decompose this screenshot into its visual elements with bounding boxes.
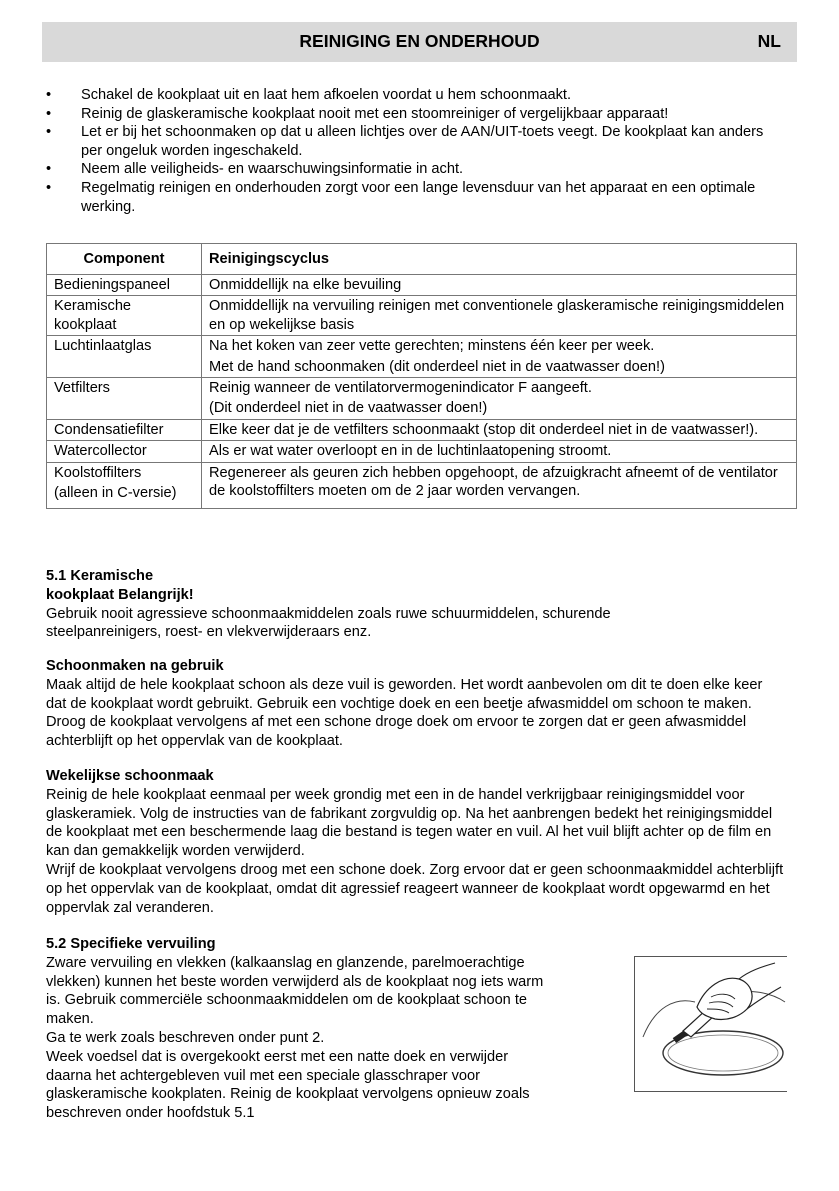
- cycle-cell: Regenereer als geuren zich hebben opgehoopt, de afzuigkracht afneemt of de ventilator de koolstoffilters moeten om de 2 jaar worden vervangen.: [202, 462, 797, 509]
- safety-bullet-list: [46, 86, 781, 216]
- section-text: Gebruik nooit agressieve schoonmaakmiddelen zoals ruwe schuurmiddelen, schurende steelpanreinigers, roest- en vlekverwijderaars enz.: [46, 605, 611, 641]
- cycle-cell: Als er wat water overloopt en in de luchtinlaatopening stroomt.: [202, 441, 797, 462]
- table-row: [47, 441, 797, 462]
- cycle-cell: Onmiddellijk na elke bevuiling: [202, 275, 797, 296]
- cycle-cell: Elke keer dat je de vetfilters schoonmaakt (stop dit onderdeel niet in de vaatwasser!).: [202, 419, 797, 440]
- cycle-cell: Onmiddellijk na vervuiling reinigen met conventionele glaskeramische reinigingsmiddelen en op wekelijkse basis: [202, 296, 797, 336]
- component-cell: Condensatiefilter: [47, 419, 202, 440]
- table-row: [47, 378, 797, 420]
- list-item: • Schakel de kookplaat uit en laat hem afkoelen voordat u hem schoonmaakt.: [46, 87, 572, 103]
- glass-scraper-icon: [635, 957, 787, 1091]
- section-weekly: [46, 767, 786, 917]
- component-cell: Koolstoffilters (alleen in C-versie): [47, 462, 202, 509]
- page-title: REINIGING EN ONDERHOUD: [299, 31, 540, 51]
- section-text: Maak altijd de hele kookplaat schoon als deze vuil is geworden. Het wordt aanbevolen om dit te doen elke keer dat de kookplaat wordt gebruikt. Gebruik een vochtige doek en een beetje afwasmiddel om schoon te maken. Droog de kookplaat vervolgens af met een schone droge doek om ervoor te zorgen dat er geen afwasmiddel achterblijft op het oppervlak van de kookplaat.: [46, 676, 763, 750]
- table-row: [47, 275, 797, 296]
- section-5-1: [46, 567, 786, 642]
- list-item: • Regelmatig reinigen en onderhouden zorgt voor een lange levensduur van het apparaat en een optimale werking.: [46, 179, 756, 215]
- table-row: [47, 419, 797, 440]
- column-header-component: Component: [47, 244, 202, 275]
- table-row: [47, 296, 797, 336]
- table-header-row: [47, 244, 797, 275]
- section-after-use: [46, 657, 786, 751]
- bullet-icon: •: [46, 87, 52, 103]
- language-code: NL: [757, 31, 781, 51]
- list-item: • Neem alle veiligheids- en waarschuwingsinformatie in acht.: [46, 161, 464, 178]
- scraper-illustration: [634, 956, 787, 1092]
- section-text: Reinig de hele kookplaat eenmaal per week grondig met een in de handel verkrijgbaar reinigingsmiddel voor glaskeramiek. Volg de instructies van de fabrikant zorgvuldig op. Na het aanbrengen bedekt het reinigingsmiddel de kookplaat met een beschermende laag die bestand is tegen water en vuil. Al het vuil blijft achter op de film en kan dan gemakkelijk worden verwijderd.: [46, 786, 773, 860]
- section-text: Wrijf de kookplaat vervolgens droog met een schone doek. Zorg ervoor dat er geen schoonmaakmiddel achterblijft op het oppervlak van de kookplaat, omdat dit agressief reageert wanneer de kookplaat wordt opgewarmd en het oppervlak zal veranderen.: [46, 861, 784, 916]
- component-cell: Keramische kookplaat: [47, 296, 202, 336]
- component-cell: Bedieningspaneel: [47, 275, 202, 296]
- cleaning-table: [46, 243, 797, 509]
- section-heading: 5.1 Keramische: [46, 568, 154, 584]
- bullet-icon: •: [46, 179, 52, 196]
- cycle-cell: Na het koken van zeer vette gerechten; minstens één keer per week. Met de hand schoonmaken (dit onderdeel niet in de vaatwasser doen!): [202, 336, 797, 378]
- section-heading: Schoonmaken na gebruik: [46, 658, 224, 674]
- cycle-cell: Reinig wanneer de ventilatorvermogenindicator F aangeeft. (Dit onderdeel niet in de vaatwasser doen!): [202, 378, 797, 420]
- component-cell: Luchtinlaatglas: [47, 336, 202, 378]
- section-5-2: 5.2 Specifieke vervuiling Zware vervuiling en vlekken (kalkaanslag en glanzende, parelmoerachtige vlekken) kunnen het beste worden verwijderd als de kookplaat nog iets warm is. Gebruik commerciële schoonmaakmiddelen om de kookplaat schoon te maken. Ga te werk zoals beschreven onder punt 2. Week voedsel dat is overgekookt eerst met een natte doek en verwijder daarna het achtergebleven vuil met een speciale glasschraper voor glaskeramische kookplaten. Reinig de kookplaat vervolgens opnieuw zoals beschreven onder hoofdstuk 5.1: [46, 935, 626, 1123]
- section-heading: kookplaat Belangrijk!: [46, 586, 194, 603]
- section-heading: Wekelijkse schoonmaak: [46, 768, 214, 784]
- table-row: [47, 462, 797, 509]
- list-item: • Reinig de glaskeramische kookplaat nooit met een stoomreiniger of vergelijkbaar apparaat!: [46, 105, 669, 122]
- component-cell: Vetfilters: [47, 378, 202, 420]
- bullet-icon: •: [46, 161, 52, 178]
- column-header-cycle: Reinigingscyclus: [202, 244, 797, 275]
- component-cell: Watercollector: [47, 441, 202, 462]
- list-item: • Let er bij het schoonmaken op dat u alleen lichtjes over de AAN/UIT-toets veegt. De kookplaat kan anders per ongeluk worden ingeschakeld.: [46, 124, 764, 159]
- page-header: [42, 22, 797, 62]
- section-heading: 5.2 Specifieke vervuiling: [46, 936, 216, 952]
- bullet-icon: •: [46, 124, 52, 141]
- bullet-icon: •: [46, 105, 52, 122]
- table-row: [47, 336, 797, 378]
